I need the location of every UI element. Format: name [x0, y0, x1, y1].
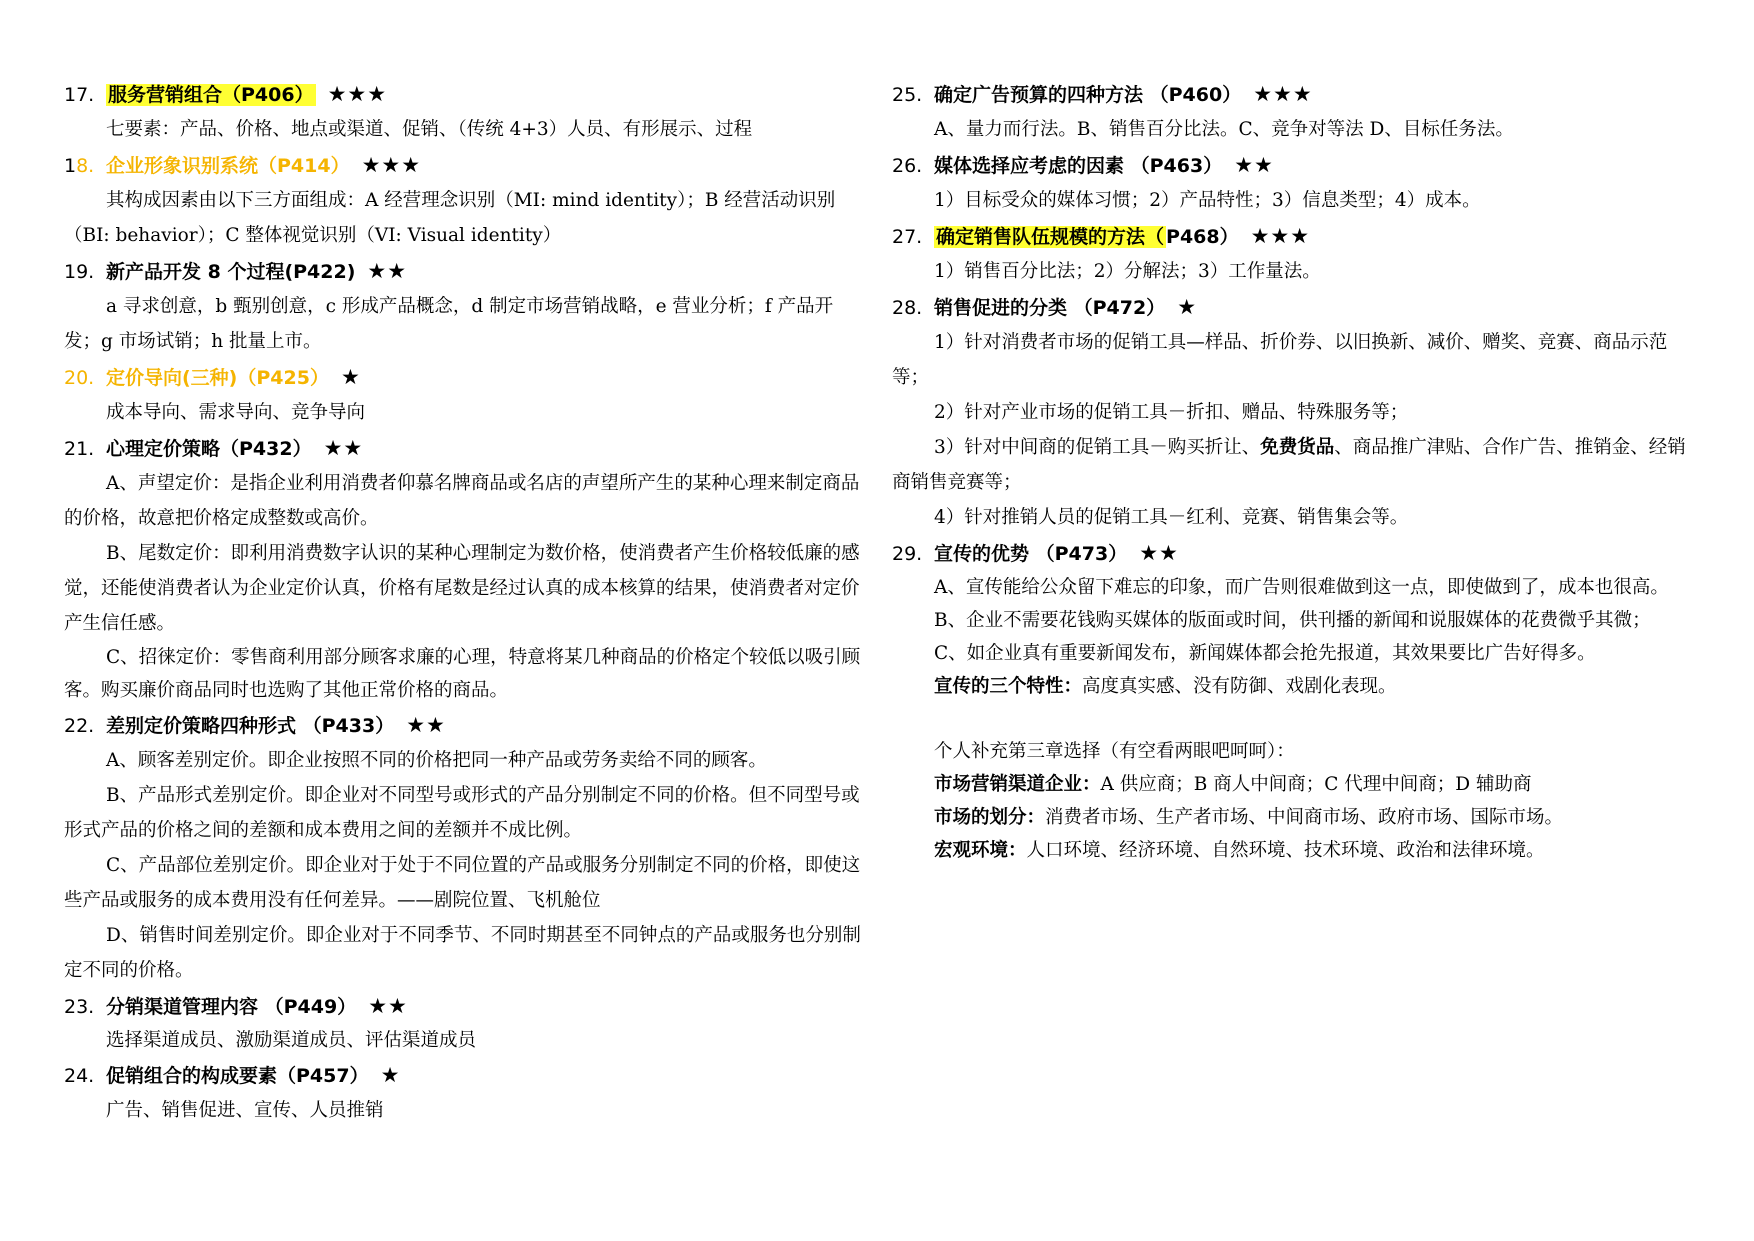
section-title: 新产品开发 8 个过程(P422): [106, 261, 356, 283]
section-number: 24.: [64, 1065, 95, 1087]
section-number: 23.: [64, 996, 95, 1018]
section-26-text: 1）目标受众的媒体习惯；2）产品特性；3）信息类型；4）成本。: [934, 190, 1481, 211]
spacer: [892, 703, 1698, 735]
section-title: 促销组合的构成要素（P457）: [106, 1065, 369, 1087]
section-20-text: 成本导向、需求导向、竞争导向: [106, 402, 366, 423]
bold-term: 宏观环境：: [934, 840, 1027, 861]
section-29-item-a: A、宣传能给公众留下难忘的印象，而广告则很难做到这一点，即使做到了，成本也很高。: [934, 577, 1669, 598]
section-number: 19.: [64, 261, 95, 283]
section-18-heading: [64, 147, 864, 183]
section-number: 28.: [892, 297, 923, 319]
section-title: 媒体选择应考虑的因素 （P463）: [934, 155, 1223, 177]
section-27-heading: [892, 218, 1698, 254]
section-number: 17.: [64, 84, 95, 106]
section-22-heading: [64, 707, 864, 743]
section-22-item-a: A、顾客差别定价。即企业按照不同的价格把同一种产品或劳务卖给不同的顾客。: [106, 750, 767, 771]
bold-term: 宣传的三个特性：: [934, 676, 1083, 697]
section-title: 宣传的优势 （P473）: [934, 543, 1128, 565]
supplement-item-3: 宏观环境：人口环境、经济环境、自然环境、技术环境、政治和法律环境。: [934, 840, 1545, 861]
section-number: 27.: [892, 226, 923, 248]
star-rating: ★★★: [1253, 82, 1313, 106]
section-title: 企业形象识别系统（P414）: [106, 155, 350, 177]
supplement-item-2: 市场的划分：消费者市场、生产者市场、中间商市场、政府市场、国际市场。: [934, 807, 1564, 828]
section-29-item-c: C、如企业真有重要新闻发布，新闻媒体都会抢先报道，其效果要比广告好得多。: [934, 643, 1596, 664]
star-rating: ★★★: [1250, 224, 1311, 248]
section-number: 20.: [64, 367, 95, 389]
star-rating: ★★★: [361, 153, 422, 177]
supplement-item-1: 市场营销渠道企业：A 供应商；B 商人中间商；C 代理中间商；D 辅助商: [934, 774, 1532, 795]
section-22-item-b: B、产品形式差别定价。即企业对不同型号或形式的产品分别制定不同的价格。但不同型号或形式产品的价格之间的差额和成本费用之间的差额并不成比例。: [64, 785, 860, 841]
section-25-heading: [892, 76, 1698, 112]
star-rating: ★: [1177, 295, 1198, 319]
star-rating: ★★: [367, 259, 408, 283]
section-number: 26.: [892, 155, 923, 177]
star-rating: ★★: [368, 994, 408, 1018]
section-23-heading: [64, 988, 864, 1024]
section-24-heading: [64, 1057, 864, 1093]
bold-term: 市场的划分：: [934, 807, 1046, 828]
section-20-heading: [64, 359, 864, 395]
section-28-item-2: 2）针对产业市场的促销工具－折扣、赠品、特殊服务等；: [934, 402, 1409, 423]
star-rating: ★: [340, 365, 361, 389]
section-title: 销售促进的分类 （P472）: [934, 297, 1166, 319]
section-title: 确定广告预算的四种方法 （P460）: [934, 84, 1242, 106]
section-21-heading: [64, 430, 864, 466]
section-title: 服务营销组合（P406）: [108, 84, 314, 106]
star-rating: ★★★: [327, 82, 388, 106]
section-29-item-b: B、企业不需要花钱购买媒体的版面或时间，供刊播的新闻和说服媒体的花费微乎其微；: [934, 610, 1651, 631]
star-rating: ★: [380, 1063, 401, 1087]
section-21-item-a: A、声望定价：是指企业利用消费者仰慕名牌商品或名店的声望所产生的某种心理来制定商品的价格，故意把价格定成整数或高价。: [64, 473, 860, 529]
section-title: 分销渠道管理内容 （P449）: [106, 996, 357, 1018]
publicity-traits: 宣传的三个特性：高度真实感、没有防御、戏剧化表现。: [934, 676, 1397, 697]
bold-term: 免费货品: [1260, 437, 1335, 458]
section-title: 差别定价策略四种形式 （P433）: [106, 715, 395, 737]
section-29-heading: [892, 535, 1698, 571]
star-rating: ★★: [1139, 541, 1179, 565]
section-number: 18.: [64, 155, 95, 177]
section-28-item-1: 1）针对消费者市场的促销工具—样品、折价券、以旧换新、减价、赠奖、竞赛、商品示范等；: [892, 332, 1668, 388]
section-number: 25.: [892, 84, 923, 106]
section-21-item-b: B、尾数定价：即利用消费数字认识的某种心理制定为数价格，使消费者产生价格较低廉的感觉，还能使消费者认为企业定价认真，价格有尾数是经过认真的成本核算的结果，使消费者对定价产生信任感。: [64, 543, 860, 634]
section-27-text: 1）销售百分比法；2）分解法；3）工作量法。: [934, 261, 1321, 282]
star-rating: ★★: [406, 713, 446, 737]
star-rating: ★★: [1234, 153, 1274, 177]
section-19-heading: [64, 253, 864, 289]
section-17-text: 七要素：产品、价格、地点或渠道、促销、（传统 4+3）人员、有形展示、过程: [106, 119, 753, 140]
section-18-text: 其构成因素由以下三方面组成：A 经营理念识别（MI: mind identity）；B 经营活动识别（BI: behavior）；C 整体视觉识别（VI: Visual identity）: [64, 190, 836, 246]
section-title-page: P468）: [1166, 226, 1239, 248]
section-22-item-d: D、销售时间差别定价。即企业对于不同季节、不同时期甚至不同钟点的产品或服务也分别制定不同的价格。: [64, 925, 861, 981]
section-23-text: 选择渠道成员、激励渠道成员、评估渠道成员: [106, 1030, 477, 1051]
section-28-item-3: 3）针对中间商的促销工具－购买折让、免费货品、商品推广津贴、合作广告、推销金、经销商销售竞赛等；: [892, 437, 1686, 493]
section-22-item-c: C、产品部位差别定价。即企业对于处于不同位置的产品或服务分别制定不同的价格，即使这些产品或服务的成本费用没有任何差异。——剧院位置、飞机舱位: [64, 855, 861, 911]
section-17-heading: [64, 76, 864, 112]
section-number: 21.: [64, 438, 95, 460]
section-19-text: a 寻求创意，b 甄别创意，c 形成产品概念，d 制定市场营销战略，e 营业分析；f 产品开发；g 市场试销；h 批量上市。: [64, 296, 834, 352]
supplement-title: 个人补充第三章选择（有空看两眼吧呵呵）：: [934, 741, 1295, 762]
section-21-item-c: C、招徕定价：零售商利用部分顾客求廉的心理，特意将某几种商品的价格定个较低以吸引顾客。购买廉价商品同时也选购了其他正常价格的商品。: [64, 647, 861, 701]
section-number: 29.: [892, 543, 923, 565]
section-title: 心理定价策略（P432）: [106, 438, 312, 460]
section-25-text: A、量力而行法。B、销售百分比法。C、竞争对等法 D、目标任务法。: [934, 119, 1514, 140]
section-24-text: 广告、销售促进、宣传、人员推销: [106, 1100, 384, 1121]
section-28-heading: [892, 289, 1698, 325]
right-column: [892, 76, 1698, 867]
section-title: 确定销售队伍规模的方法（: [936, 226, 1165, 248]
left-column: [64, 76, 864, 1128]
section-26-heading: [892, 147, 1698, 183]
section-28-item-4: 4）针对推销人员的促销工具－红利、竞赛、销售集会等。: [934, 507, 1409, 528]
bold-term: 市场营销渠道企业：: [934, 774, 1101, 795]
section-number: 22.: [64, 715, 95, 737]
section-title: 定价导向(三种)（P425）: [106, 367, 329, 389]
star-rating: ★★: [323, 436, 364, 460]
